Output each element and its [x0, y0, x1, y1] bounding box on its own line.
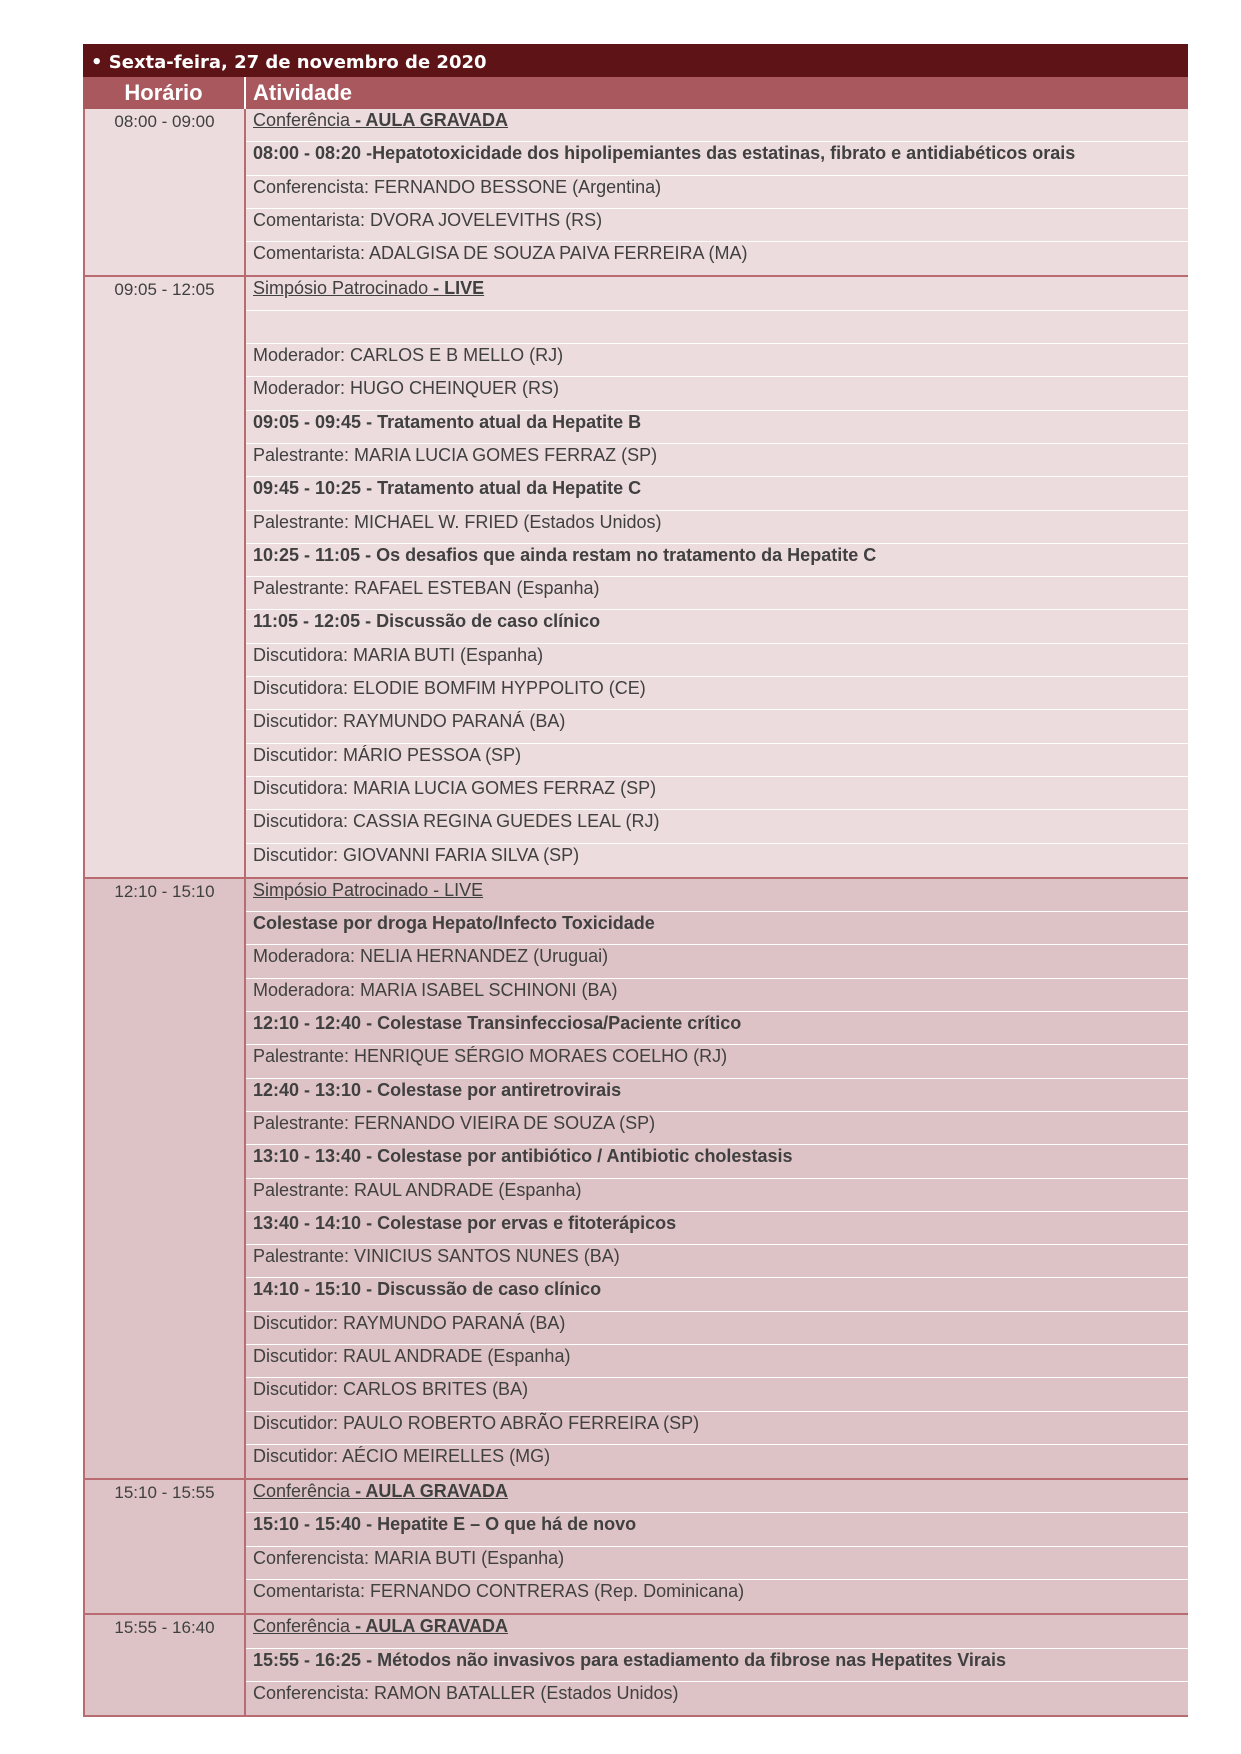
participant: Moderadora: MARIA ISABEL SCHINONI (BA) — [246, 979, 1188, 1012]
blank-row — [246, 311, 1188, 344]
session-block — [83, 879, 1188, 1480]
session-type: Simpósio Patrocinado — [253, 278, 429, 299]
talk-title: - Métodos não invasivos para estadiamento da fibrose nas Hepatites Virais — [361, 1649, 1006, 1670]
participant: Discutidor: RAYMUNDO PARANÁ (BA) — [246, 710, 1188, 743]
session-type-row — [246, 109, 1188, 142]
talk-row — [246, 1145, 1188, 1178]
participant: Discutidor: MÁRIO PESSOA (SP) — [246, 744, 1188, 777]
participant: Palestrante: HENRIQUE SÉRGIO MORAES COELHO (RJ) — [246, 1045, 1188, 1078]
talk-row — [246, 411, 1188, 444]
session-time: 09:05 - 12:05 — [83, 277, 246, 876]
participant: Discutidor: AÉCIO MEIRELLES (MG) — [253, 1445, 551, 1466]
participant: Palestrante: MICHAEL W. FRIED (Estados Unidos) — [246, 511, 1188, 544]
talk-time: 13:10 - 13:40 — [253, 1146, 362, 1167]
talk-row — [246, 1012, 1188, 1045]
talk-row — [246, 544, 1188, 577]
participant: Moderador: HUGO CHEINQUER (RS) — [246, 377, 1188, 410]
talk-row — [246, 1079, 1188, 1112]
session-format: - AULA GRAVADA — [350, 1481, 509, 1502]
participant: Discutidora: MARIA BUTI (Espanha) — [246, 644, 1188, 677]
talk-row — [246, 1513, 1188, 1546]
session-block — [83, 1480, 1188, 1615]
participant: Comentarista: DVORA JOVELEVITHS (RS) — [246, 209, 1188, 242]
session-format: - LIVE — [428, 278, 485, 299]
talk-time: 15:55 - 16:25 — [253, 1649, 362, 1670]
talk-row — [246, 610, 1188, 643]
talk-time: 12:10 - 12:40 — [253, 1013, 362, 1034]
participant: Moderador: CARLOS E B MELLO (RJ) — [246, 344, 1188, 377]
talk-title: - Discussão de caso clínico — [360, 611, 601, 632]
session-time: 08:00 - 09:00 — [83, 109, 246, 275]
session-format: - AULA GRAVADA — [350, 110, 509, 130]
participant: Conferencista: RAMON BATALLER (Estados Unidos) — [253, 1682, 679, 1703]
session-block — [83, 1615, 1188, 1717]
talk-time: 12:40 - 13:10 — [253, 1079, 362, 1100]
participant: Comentarista: FERNANDO CONTRERAS (Rep. Dominicana) — [253, 1581, 745, 1602]
talk-title: - Colestase por ervas e fitoterápicos — [361, 1212, 677, 1233]
talk-title: 08:00 - 08:20 -Hepatotoxicidade dos hipolipemiantes das estatinas, fibrato e antidiabéticos orais — [246, 142, 1188, 175]
talk-row — [246, 477, 1188, 510]
talk-title: - Os desafios que ainda restam no tratamento da Hepatite C — [360, 544, 877, 565]
participant: Discutidora: ELODIE BOMFIM HYPPOLITO (CE) — [246, 677, 1188, 710]
talk-time: 11:05 - 12:05 — [253, 611, 361, 632]
header-activity: Atividade — [253, 80, 353, 105]
talk-title: - Colestase Transinfecciosa/Paciente crítico — [361, 1013, 742, 1034]
session-type: Conferência — [253, 110, 351, 130]
session-time: 15:55 - 16:40 — [83, 1615, 246, 1715]
talk-time: 13:40 - 14:10 — [253, 1212, 362, 1233]
talk-time: 09:45 - 10:25 — [253, 478, 362, 499]
participant: Conferencista: MARIA BUTI (Espanha) — [246, 1547, 1188, 1580]
participant: Discutidor: GIOVANNI FARIA SILVA (SP) — [253, 844, 580, 865]
talk-title: - Discussão de caso clínico — [361, 1279, 602, 1300]
session-time: 15:10 - 15:55 — [83, 1480, 246, 1613]
talk-row — [246, 1649, 1188, 1682]
talk-title: - Hepatite E – O que há de novo — [361, 1514, 637, 1535]
participant: Palestrante: VINICIUS SANTOS NUNES (BA) — [246, 1245, 1188, 1278]
participant: Discutidora: CASSIA REGINA GUEDES LEAL (RJ) — [246, 810, 1188, 843]
talk-time: 15:10 - 15:40 — [253, 1514, 362, 1535]
participant: Discutidor: PAULO ROBERTO ABRÃO FERREIRA (SP) — [246, 1412, 1188, 1445]
day-title: • Sexta-feira, 27 de novembro de 2020 — [83, 44, 1188, 77]
talk-title: - Tratamento atual da Hepatite C — [361, 478, 642, 499]
participant: Conferencista: FERNANDO BESSONE (Argentina) — [246, 176, 1188, 209]
talk-title: - Tratamento atual da Hepatite B — [361, 411, 642, 432]
session-title: Colestase por droga Hepato/Infecto Toxicidade — [246, 912, 1188, 945]
talk-time: 10:25 - 11:05 — [253, 544, 361, 565]
session-type-row — [246, 1480, 1188, 1513]
talk-time: 09:05 - 09:45 — [253, 411, 362, 432]
participant: Discutidora: MARIA LUCIA GOMES FERRAZ (SP) — [246, 777, 1188, 810]
participant: Discutidor: RAUL ANDRADE (Espanha) — [246, 1345, 1188, 1378]
participant: Palestrante: MARIA LUCIA GOMES FERRAZ (SP) — [246, 444, 1188, 477]
talk-row — [246, 1212, 1188, 1245]
talk-title: - Colestase por antibiótico / Antibiotic cholestasis — [361, 1146, 793, 1167]
session-type-row: Simpósio Patrocinado - LIVE — [246, 879, 1188, 912]
schedule-table — [83, 44, 1188, 1717]
session-type-row — [246, 1615, 1188, 1648]
talk-row — [246, 1278, 1188, 1311]
session-type: Conferência — [253, 1481, 351, 1502]
participant: Palestrante: RAFAEL ESTEBAN (Espanha) — [246, 577, 1188, 610]
talk-time: 14:10 - 15:10 — [253, 1279, 362, 1300]
session-type-row — [246, 277, 1188, 310]
participant: Moderadora: NELIA HERNANDEZ (Uruguai) — [246, 945, 1188, 978]
header-time: Horário — [83, 77, 246, 109]
column-header-row — [83, 77, 1188, 109]
participant: Comentarista: ADALGISA DE SOUZA PAIVA FERREIRA (MA) — [253, 243, 748, 264]
participant: Palestrante: FERNANDO VIEIRA DE SOUZA (SP) — [246, 1112, 1188, 1145]
session-block — [83, 277, 1188, 878]
session-time: 12:10 - 15:10 — [83, 879, 246, 1478]
talk-title: - Colestase por antiretrovirais — [361, 1079, 622, 1100]
session-type: Conferência — [253, 1616, 351, 1637]
participant: Palestrante: RAUL ANDRADE (Espanha) — [246, 1179, 1188, 1212]
session-block — [83, 109, 1188, 277]
session-format: - AULA GRAVADA — [350, 1616, 509, 1637]
participant: Discutidor: RAYMUNDO PARANÁ (BA) — [246, 1312, 1188, 1345]
participant: Discutidor: CARLOS BRITES (BA) — [246, 1378, 1188, 1411]
